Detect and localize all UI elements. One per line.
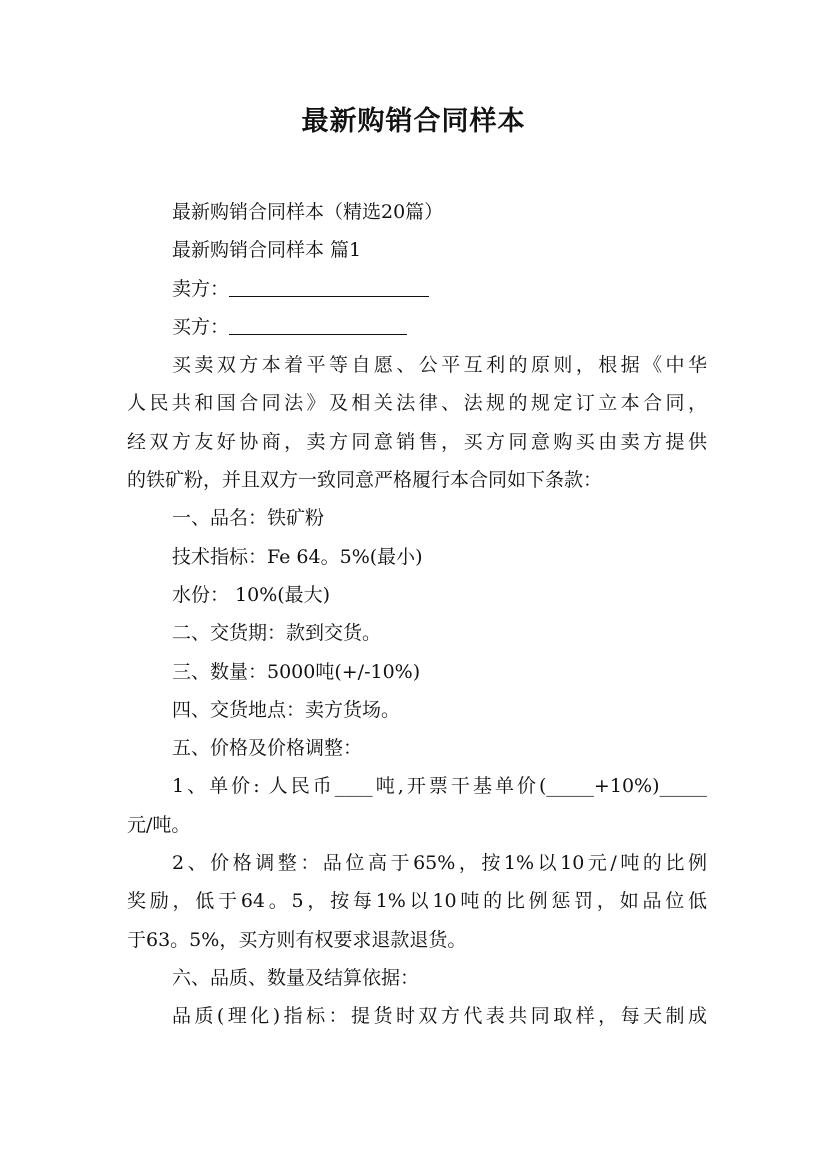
paragraph-line: 一、品名：铁矿粉 — [172, 507, 325, 530]
seller-blank — [229, 276, 429, 297]
paragraph-line: 六、品质、数量及结算依据： — [172, 966, 420, 989]
paragraph-line: 奖励，低于64。5，按每1%以10吨的比例惩罚，如品位低 — [127, 890, 707, 913]
paragraph-line: 经双方友好协商，卖方同意销售，买方同意购买由卖方提供 — [127, 430, 707, 453]
paragraph-line: 的铁矿粉，并且双方一致同意严格履行本合同如下条款： — [127, 469, 603, 492]
paragraph-line: 于63。5%，买方则有权要求退款退货。 — [127, 928, 467, 951]
paragraph-line: 买卖双方本着平等自愿、公平互利的原则，根据《中华 — [172, 354, 707, 377]
paragraph-line: 四、交货地点：卖方货场。 — [172, 698, 401, 721]
paragraph-line: 1、单价: 人民币____吨,开票干基单价(_____+10%)_____ — [172, 775, 707, 798]
buyer-blank — [229, 314, 407, 335]
paragraph-line: 水份： 10%(最大) — [172, 583, 331, 606]
buyer-line — [127, 308, 707, 346]
paragraph-line: 元/吨。 — [127, 813, 191, 836]
paragraph-line: 三、数量：5000吨(+/-10%) — [172, 660, 421, 683]
seller-line — [127, 270, 707, 308]
paragraph-line: 2、价格调整：品位高于65%，按1%以10元/吨的比例 — [172, 852, 707, 875]
paragraph-line: 品质(理化)指标：提货时双方代表共同取样，每天制成 — [172, 1005, 707, 1028]
document-body — [127, 193, 707, 1036]
paragraph-line: 五、价格及价格调整： — [172, 737, 363, 760]
buyer-label: 买方： — [172, 315, 230, 338]
paragraph-line: 二、交货期：款到交货。 — [172, 622, 382, 645]
paragraph-line: 人民共和国合同法》及相关法律、法规的规定订立本合同， — [127, 392, 707, 415]
paragraph-line: 技术指标：Fe 64。5%(最小) — [172, 545, 423, 568]
seller-label: 卖方： — [172, 277, 230, 300]
paragraph-line: 最新购销合同样本（精选20篇） — [172, 201, 444, 223]
document-title: 最新购销合同样本 — [301, 106, 526, 137]
paragraph-line: 最新购销合同样本 篇1 — [172, 239, 362, 262]
